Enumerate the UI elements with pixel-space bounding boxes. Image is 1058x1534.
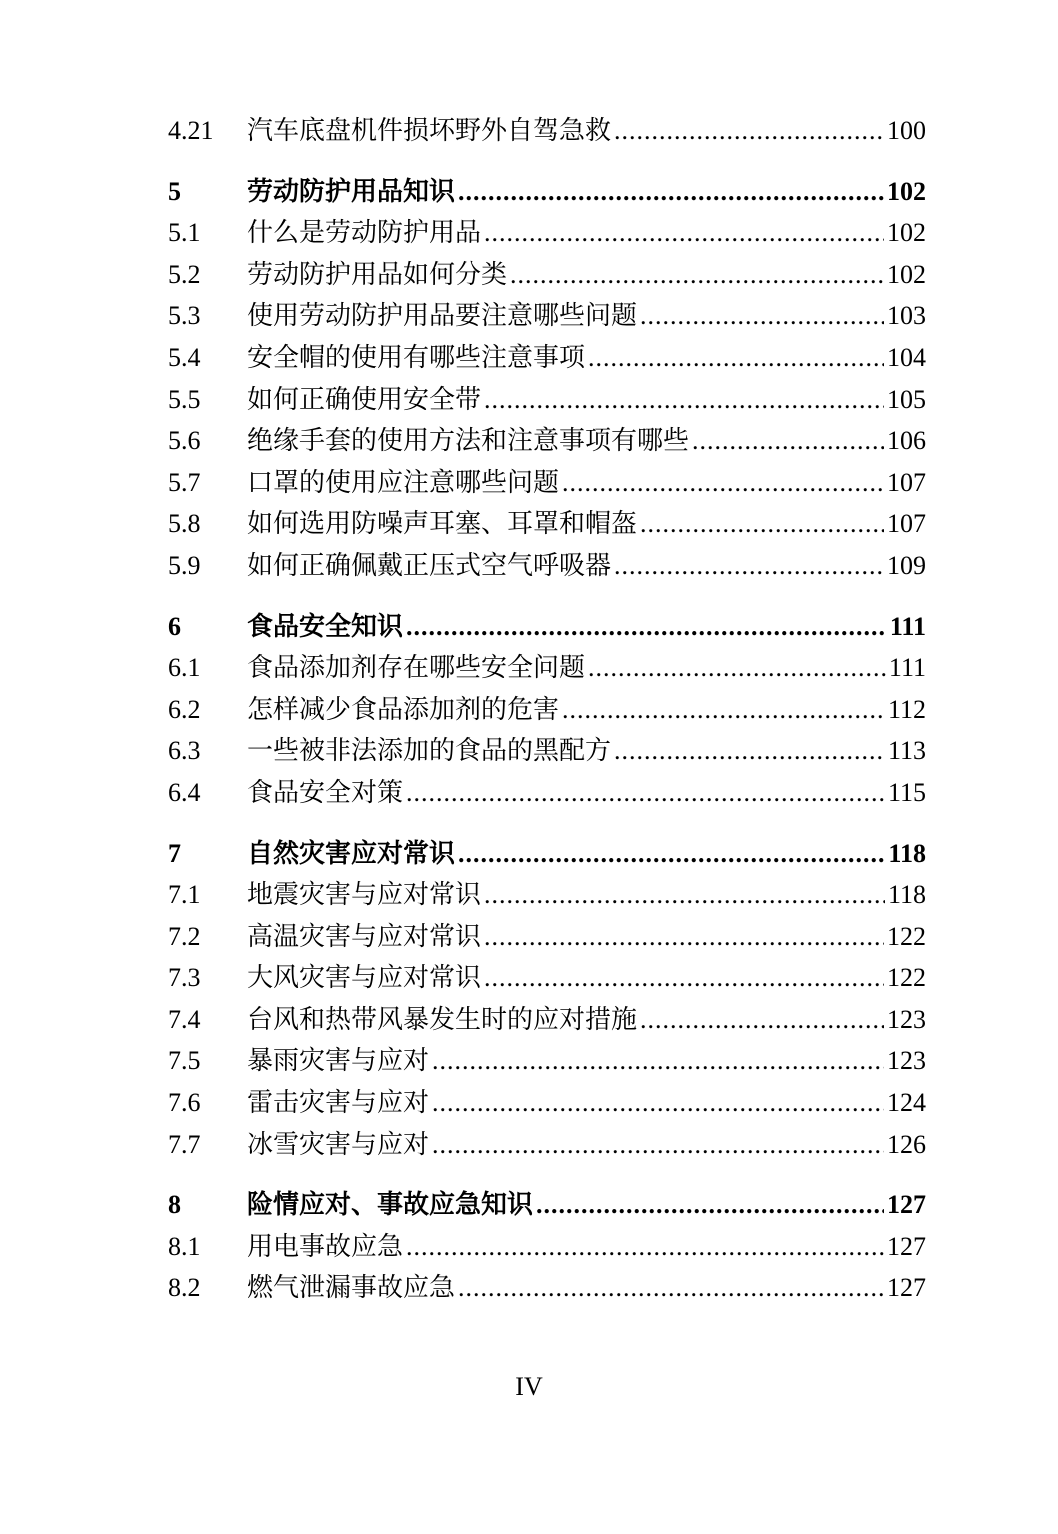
toc-section-entry[interactable] [168, 833, 926, 875]
toc-entry-title: 食品添加剂存在哪些安全问题 [247, 653, 586, 684]
toc-entry[interactable] [168, 212, 926, 254]
dot-leader [588, 647, 886, 689]
toc-entry-page: 109 [887, 550, 926, 580]
toc-entry-page: 111 [889, 611, 926, 641]
toc-entry[interactable] [168, 295, 926, 337]
toc-entry-title: 绝缘手套的使用方法和注意事项有哪些 [247, 426, 690, 457]
dot-leader [614, 730, 885, 772]
toc-entry-number: 7.3 [168, 963, 201, 993]
dot-leader [614, 110, 884, 152]
toc-entry-number: 7.4 [168, 1004, 201, 1034]
toc-entry[interactable] [168, 916, 926, 958]
toc-entry-number: 5.9 [168, 550, 201, 580]
toc-entry-number: 6.3 [168, 736, 201, 766]
toc-section-entry[interactable] [168, 606, 926, 648]
toc-entry[interactable] [168, 730, 926, 772]
toc-entry[interactable] [168, 545, 926, 587]
toc-entry-number: 6.2 [168, 694, 201, 724]
toc-entry-page: 122 [887, 963, 926, 993]
toc-entry[interactable] [168, 503, 926, 545]
toc-entry[interactable] [168, 420, 926, 462]
toc-entry-title: 食品安全对策 [247, 777, 404, 808]
toc-entry-number: 7 [168, 838, 181, 868]
dot-leader [692, 420, 884, 462]
toc-entry-page: 100 [887, 116, 926, 145]
toc-entry-title: 暴雨灾害与应对 [247, 1046, 430, 1077]
toc-entry-title: 地震灾害与应对常识 [247, 880, 482, 911]
toc-entry-title: 劳动防护用品知识 [247, 176, 456, 207]
toc-entry[interactable] [168, 1226, 926, 1268]
dot-leader [588, 337, 884, 379]
toc-entry-number: 7.1 [168, 880, 201, 910]
toc-entry-title: 安全帽的使用有哪些注意事项 [247, 342, 586, 373]
toc-entry-page: 104 [887, 342, 926, 372]
dot-leader [406, 772, 885, 814]
toc-entry-page: 126 [887, 1129, 926, 1159]
toc-entry[interactable] [168, 999, 926, 1041]
toc-entry-number: 5.1 [168, 218, 201, 248]
dot-leader [562, 462, 884, 504]
toc-entry-title: 劳动防护用品如何分类 [247, 259, 508, 290]
toc-entry-title: 如何正确佩戴正压式空气呼吸器 [247, 550, 612, 581]
toc-entry-page: 127 [887, 1190, 926, 1220]
toc-entry-page: 102 [887, 176, 926, 206]
toc-entry-title: 如何正确使用安全带 [247, 384, 482, 415]
toc-entry-page: 122 [887, 921, 926, 951]
toc-entry-page: 102 [887, 218, 926, 248]
toc-entry[interactable] [168, 957, 926, 999]
toc-entry-page: 107 [887, 509, 926, 539]
dot-leader [536, 1184, 884, 1226]
toc-entry-number: 8.1 [168, 1231, 201, 1261]
toc-entry-title: 险情应对、事故应急知识 [247, 1190, 534, 1221]
dot-leader [484, 874, 885, 916]
toc-entry-title: 燃气泄漏事故应急 [247, 1273, 456, 1304]
toc-entry-page: 106 [887, 426, 926, 456]
toc-entry[interactable] [168, 254, 926, 296]
toc-entry[interactable] [168, 1040, 926, 1082]
toc-entry-page: 102 [887, 259, 926, 289]
toc-entry-page: 118 [887, 880, 926, 910]
toc-entry-number: 5.4 [168, 342, 201, 372]
dot-leader [640, 999, 884, 1041]
toc-entry-number: 5.7 [168, 467, 201, 497]
toc-entry-page: 105 [887, 384, 926, 414]
dot-leader [458, 171, 884, 213]
toc-entry-title: 自然灾害应对常识 [247, 838, 456, 869]
dot-leader [562, 689, 885, 731]
toc-entry-number: 7.7 [168, 1129, 201, 1159]
page-number: IV [515, 1372, 543, 1401]
toc-entry[interactable] [168, 379, 926, 421]
toc-entry-number: 7.2 [168, 921, 201, 951]
dot-leader [614, 545, 884, 587]
toc-entry-page: 127 [887, 1273, 926, 1303]
toc-entry-number: 6 [168, 611, 181, 641]
toc-entry[interactable] [168, 1267, 926, 1309]
toc-entry-title: 用电事故应急 [247, 1231, 404, 1262]
dot-leader [432, 1124, 884, 1166]
toc-entry-number: 5.2 [168, 259, 201, 289]
toc-entry[interactable] [168, 874, 926, 916]
dot-leader [406, 606, 887, 648]
toc-entry-title: 一些被非法添加的食品的黑配方 [247, 736, 612, 767]
toc-section-entry[interactable] [168, 1184, 926, 1226]
toc-entry-number: 5.5 [168, 384, 201, 414]
toc-entry-title: 食品安全知识 [247, 611, 404, 642]
toc-entry-page: 103 [887, 301, 926, 331]
toc-entry-page: 123 [887, 1046, 926, 1076]
toc-entry-title: 怎样减少食品添加剂的危害 [247, 694, 560, 725]
toc-entry-page: 107 [887, 467, 926, 497]
toc-entry-number: 5.8 [168, 509, 201, 539]
dot-leader [640, 295, 884, 337]
toc-entry-number: 4.21 [168, 116, 214, 145]
toc-entry[interactable] [168, 1082, 926, 1124]
toc-entry-page: 123 [887, 1004, 926, 1034]
toc-entry-page: 112 [887, 694, 926, 724]
dot-leader [484, 379, 884, 421]
toc-entry-title: 雷击灾害与应对 [247, 1088, 430, 1119]
dot-leader [640, 503, 884, 545]
toc-entry-number: 7.6 [168, 1088, 201, 1118]
dot-leader [406, 1226, 884, 1268]
toc-entry-number: 7.5 [168, 1046, 201, 1076]
toc-entry-title: 口罩的使用应注意哪些问题 [247, 467, 560, 498]
toc-entry-title: 使用劳动防护用品要注意哪些问题 [247, 301, 638, 332]
toc-entry[interactable] [168, 462, 926, 504]
toc-entry-number: 5.6 [168, 426, 201, 456]
toc-entry-number: 6.4 [168, 777, 201, 807]
toc-entry-page: 124 [887, 1088, 926, 1118]
toc-entry[interactable] [168, 689, 926, 731]
dot-leader [432, 1040, 884, 1082]
toc-entry-number: 6.1 [168, 653, 201, 683]
toc-entry-title: 如何选用防噪声耳塞、耳罩和帽盔 [247, 509, 638, 540]
toc-entry-page: 111 [888, 653, 926, 683]
toc-entry-number: 5 [168, 176, 181, 206]
toc-entry-number: 8 [168, 1190, 181, 1220]
dot-leader [432, 1082, 884, 1124]
toc-entry-title: 什么是劳动防护用品 [247, 218, 482, 249]
toc-entry-title: 汽车底盘机件损坏野外自驾急救 [247, 116, 612, 146]
toc-entry-title: 冰雪灾害与应对 [247, 1129, 430, 1160]
toc-section-entry[interactable] [168, 171, 926, 213]
table-of-contents [168, 110, 926, 1309]
dot-leader [484, 916, 884, 958]
toc-entry-page: 118 [888, 838, 926, 868]
dot-leader [458, 1267, 884, 1309]
toc-entry-number: 5.3 [168, 301, 201, 331]
toc-entry-page: 127 [887, 1231, 926, 1261]
toc-entry-title: 高温灾害与应对常识 [247, 921, 482, 952]
toc-entry[interactable] [168, 1124, 926, 1166]
toc-entry[interactable] [168, 772, 926, 814]
toc-entry[interactable] [168, 337, 926, 379]
toc-entry[interactable] [168, 110, 926, 152]
toc-entry-title: 大风灾害与应对常识 [247, 963, 482, 994]
toc-entry-page: 113 [887, 736, 926, 766]
dot-leader [484, 212, 884, 254]
toc-entry-title: 台风和热带风暴发生时的应对措施 [247, 1004, 638, 1035]
dot-leader [484, 957, 884, 999]
toc-entry-number: 8.2 [168, 1273, 201, 1303]
dot-leader [458, 833, 885, 875]
toc-entry[interactable] [168, 647, 926, 689]
toc-entry-page: 115 [887, 777, 926, 807]
dot-leader [510, 254, 884, 296]
